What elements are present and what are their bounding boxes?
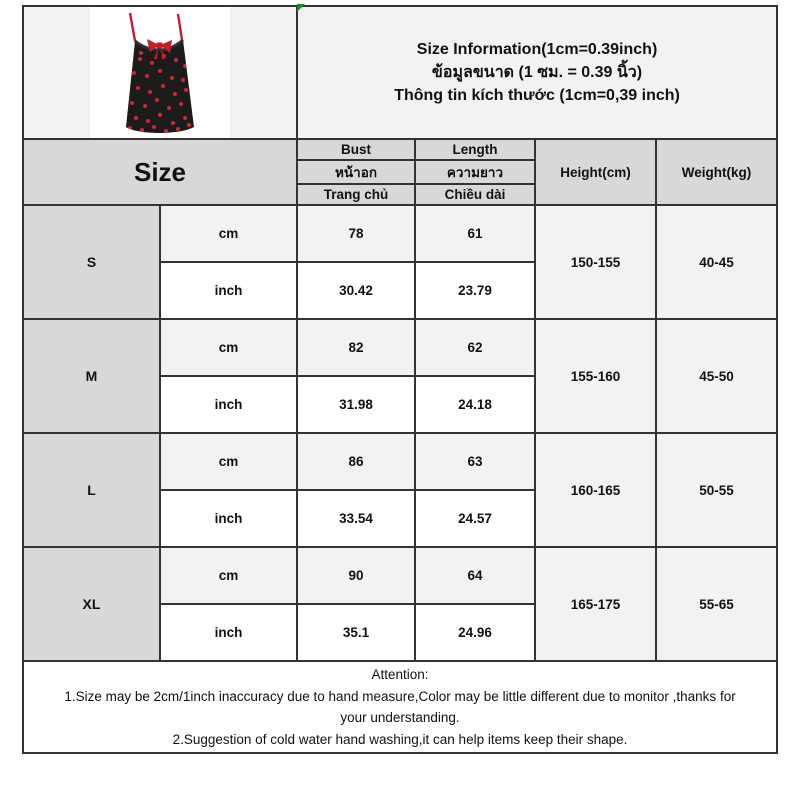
- size-s-unit-inch: inch: [160, 262, 297, 319]
- camisole-dress-image: [90, 7, 230, 138]
- title-cell: [297, 6, 777, 139]
- length-header-en: Length: [415, 139, 535, 160]
- product-image-cell: [23, 6, 297, 139]
- cell-corner-marker: [297, 4, 305, 12]
- size-xl-length-inch: 24.96: [415, 604, 535, 661]
- size-m-weight-range: 45-50: [656, 319, 777, 433]
- size-l-cm-row: [23, 433, 777, 490]
- size-xl-bust-inch: 35.1: [297, 604, 415, 661]
- attention-note: [23, 661, 777, 753]
- size-l-unit-inch: inch: [160, 490, 297, 547]
- size-l-bust-inch: 33.54: [297, 490, 415, 547]
- size-m-unit-inch: inch: [160, 376, 297, 433]
- size-l-weight-range: 50-55: [656, 433, 777, 547]
- top-row: [23, 6, 777, 139]
- attention-line-1: 1.Size may be 2cm/1inch inaccuracy due to hand measure,Color may be little different due to monitor ,thanks for: [64, 688, 736, 704]
- attention-title: Attention:: [371, 667, 429, 682]
- size-s-length-inch: 23.79: [415, 262, 535, 319]
- size-xl-unit-inch: inch: [160, 604, 297, 661]
- size-m-length-inch: 24.18: [415, 376, 535, 433]
- size-xl-height-range: 165-175: [535, 547, 656, 661]
- size-m-height-range: 155-160: [535, 319, 656, 433]
- size-m-cm-row: [23, 319, 777, 376]
- length-header-vi: Chiều dài: [415, 184, 535, 205]
- size-s-length-cm: 61: [415, 205, 535, 262]
- size-m-unit-cm: cm: [160, 319, 297, 376]
- size-l-unit-cm: cm: [160, 433, 297, 490]
- title-line-english: Size Information(1cm=0.39inch): [416, 41, 658, 58]
- header-row-en: [23, 139, 777, 160]
- size-s-bust-inch: 30.42: [297, 262, 415, 319]
- title-line-vietnamese: Thông tin kích thước (1cm=0,39 inch): [394, 87, 680, 104]
- size-l-length-inch: 24.57: [415, 490, 535, 547]
- size-xl-unit-cm: cm: [160, 547, 297, 604]
- height-column-header: Height(cm): [535, 139, 656, 205]
- attention-line-2: 2.Suggestion of cold water hand washing,it can help items keep their shape.: [172, 731, 628, 747]
- product-photo: [90, 7, 230, 138]
- size-xl-cm-row: [23, 547, 777, 604]
- size-l-label: L: [23, 433, 160, 547]
- size-s-cm-row: [23, 205, 777, 262]
- size-s-unit-cm: cm: [160, 205, 297, 262]
- size-s-weight-range: 40-45: [656, 205, 777, 319]
- attention-line-1b: your understanding.: [340, 710, 460, 725]
- size-xl-bust-cm: 90: [297, 547, 415, 604]
- weight-column-header: Weight(kg): [656, 139, 777, 205]
- size-s-height-range: 150-155: [535, 205, 656, 319]
- size-m-bust-inch: 31.98: [297, 376, 415, 433]
- title-line-thai: ข้อมูลขนาด (1 ซม. = 0.39 นิ้ว): [431, 64, 643, 81]
- attention-row: [23, 661, 777, 753]
- size-xl-length-cm: 64: [415, 547, 535, 604]
- size-l-length-cm: 63: [415, 433, 535, 490]
- bust-header-th: หน้าอก: [297, 160, 415, 184]
- size-xl-weight-range: 55-65: [656, 547, 777, 661]
- size-m-length-cm: 62: [415, 319, 535, 376]
- size-l-bust-cm: 86: [297, 433, 415, 490]
- length-header-th: ความยาว: [415, 160, 535, 184]
- size-column-header: Size: [23, 139, 297, 205]
- bust-header-vi: Trang chủ: [297, 184, 415, 205]
- size-l-height-range: 160-165: [535, 433, 656, 547]
- bust-header-en: Bust: [297, 139, 415, 160]
- size-chart-table: [22, 5, 778, 754]
- size-xl-label: XL: [23, 547, 160, 661]
- size-m-label: M: [23, 319, 160, 433]
- size-m-bust-cm: 82: [297, 319, 415, 376]
- size-s-bust-cm: 78: [297, 205, 415, 262]
- size-s-label: S: [23, 205, 160, 319]
